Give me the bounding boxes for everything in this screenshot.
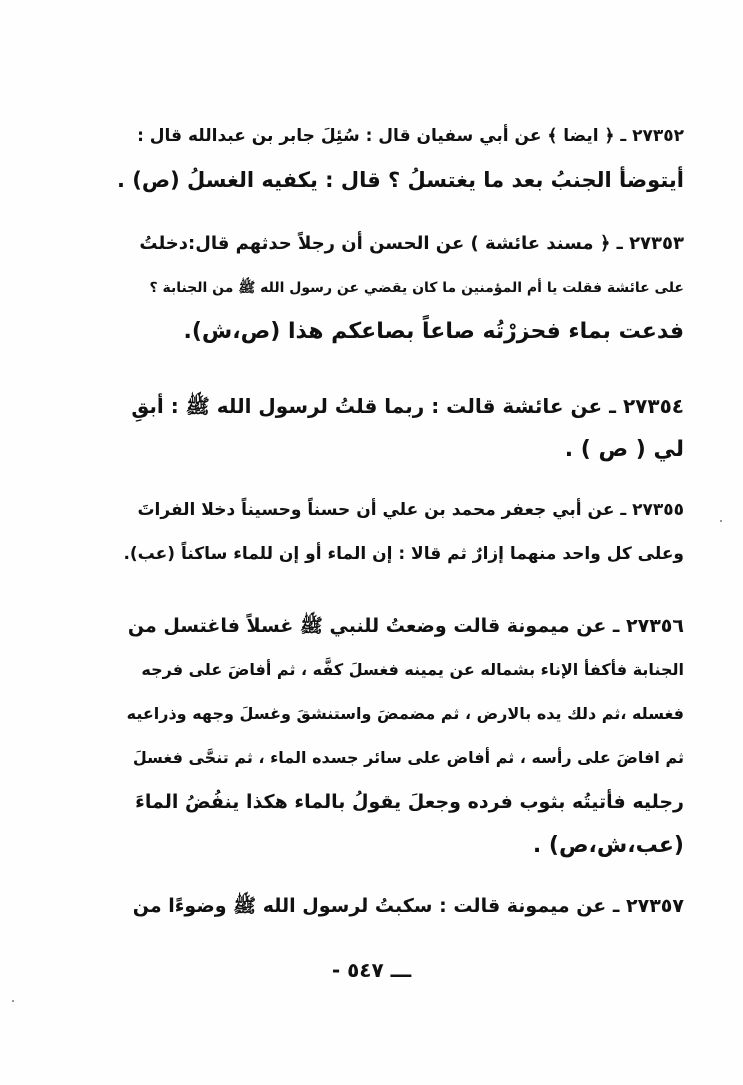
text-line: أيتوضأ الجنبُ بعد ما يغتسلُ ؟ قال : يكفيه الغسلُ (ص) . xyxy=(116,168,684,192)
hadith-entry-27353 xyxy=(112,222,684,354)
scan-speck xyxy=(12,1000,14,1002)
text-line: ٢٧٣٥٥ ـ عن أبي جعفر محمد بن علي أن حسناً وحسيناً دخلا الفراتَ xyxy=(137,500,684,520)
text-line: ٢٧٣٥٧ ـ عن ميمونة قالت : سكبتُ لرسول الله ﷺ وضوءًا من xyxy=(132,895,684,917)
hadith-entry-27352 xyxy=(112,114,684,202)
text-line: ٢٧٣٥٢ ـ ﴿ ايضا ﴾ عن أبي سفيان قال : سُئِلَ جابر بن عبدالله قال : xyxy=(137,126,684,146)
hadith-entry-27357 xyxy=(112,884,684,928)
page-number: ـــ ٥٤٧ - xyxy=(331,958,412,982)
text-line: الجنابة فأكفأ الإناء بشماله عن يمينه فغسلَ كفَّه ، ثم أفاضَ على فرجه xyxy=(141,660,684,679)
text-line: ٢٧٣٥٣ ـ ﴿ مسند عائشة ) عن الحسن أن رجلاً حدثهم قال:دخلتُ xyxy=(139,233,684,254)
scan-speck xyxy=(720,520,722,522)
text-line: على عائشة فقلت يا أم المؤمنين ما كان يقضي عن رسول الله ﷺ من الجنابة ؟ xyxy=(149,280,684,296)
text-line: رجليه فأتيتُه بثوب فرده وجعلَ يقولُ بالماء هكذا ينفُضُ الماءَ xyxy=(135,791,684,813)
text-line: ٢٧٣٥٤ ـ عن عائشة قالت : ربما قلتُ لرسول الله ﷺ : أبقِ xyxy=(131,394,684,418)
text-line: ٢٧٣٥٦ ـ عن ميمونة قالت وضعتُ للنبي ﷺ غسلاً فاغتسل من xyxy=(127,615,684,637)
hadith-entry-27354 xyxy=(112,384,684,472)
text-line: فدعت بماء فحزرْتُه صاعاً بصاعكم هذا (ص،ش). xyxy=(183,319,684,344)
hadith-entry-27356 xyxy=(112,604,684,868)
text-line: ثم افاضَ على رأسه ، ثم أفاض على سائر جسده الماء ، ثم تنحَّى فغسلَ xyxy=(132,748,684,767)
text-line: (عب،ش،ص) . xyxy=(532,833,684,858)
text-line: لي ( ص ) . xyxy=(564,437,684,462)
text-line: فغسله ،ثم دلك يده بالارض ، ثم مضمضَ واستنشقَ وغسلَ وجهه وذراعيه xyxy=(126,704,684,723)
hadith-entry-27355 xyxy=(112,488,684,576)
text-line: وعلى كل واحد منهما إزارٌ ثم قالا : إن الماء أو إن للماء ساكناً (عب). xyxy=(123,544,684,564)
